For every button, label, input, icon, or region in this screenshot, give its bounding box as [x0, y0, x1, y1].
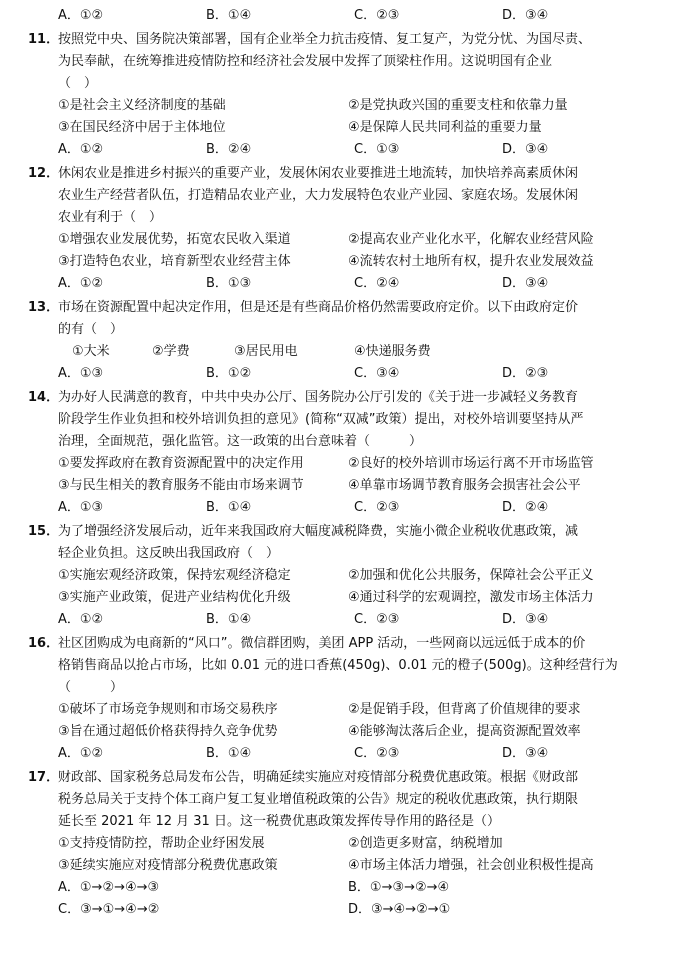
statement-2: ②加强和优化公共服务，保障社会公平正义: [348, 568, 594, 583]
statement-1: ①要发挥政府在教育资源配置中的决定作用: [58, 456, 304, 471]
option-b: B．①③: [206, 276, 252, 291]
question-stem-line: 轻企业负担。这反映出我国政府（ ）: [58, 546, 280, 561]
answer-options: [58, 273, 658, 295]
statement-4: ④流转农村土地所有权，提升农业发展效益: [348, 254, 594, 269]
option-b: B．②④: [206, 142, 252, 157]
statement-row: [58, 855, 658, 877]
statement-3: ③居民用电: [234, 344, 298, 359]
option-c: C．③→①→④→②: [58, 902, 160, 917]
statement-4: ④快递服务费: [354, 344, 431, 359]
statement-row: [58, 699, 658, 721]
answer-options: [58, 609, 658, 631]
option-c: C．②③: [354, 746, 400, 761]
option-a: A．①②: [58, 746, 104, 761]
answer-options: [58, 877, 658, 899]
option-a: A．①③: [58, 366, 104, 381]
question-stem-line: 社区团购成为电商新的“风口”。微信群团购，美团 APP 活动，一些网商以远远低于成本的价: [58, 636, 586, 651]
statement-1: ①支持疫情防控，帮助企业纾困发展: [58, 836, 265, 851]
question-stem-line: 阶段学生作业负担和校外培训负担的意见》(简称“双减”政策）提出，对校外培训要坚持从严: [58, 412, 584, 427]
option-b: B．①④: [206, 746, 252, 761]
question-number: 12．: [28, 166, 60, 181]
question-number: 14．: [28, 390, 60, 405]
option-a: A．①→②→④→③: [58, 880, 160, 895]
question-stem-line: 按照党中央、国务院决策部署，国有企业举全力抗击疫情、复工复产，为党分忧、为国尽责、: [58, 32, 592, 47]
question-stem-line: 为了增强经济发展后动，近年来我国政府大幅度减税降费，实施小微企业税收优惠政策，减: [58, 524, 579, 539]
option-b: B．①→③→②→④: [348, 880, 450, 895]
question-number: 16．: [28, 636, 60, 651]
option-d: D．③④: [502, 142, 549, 157]
option-a: A．①②: [58, 8, 104, 23]
question-stem-line: 市场在资源配置中起决定作用，但是还是有些商品价格仍然需要政府定价。以下由政府定价: [58, 300, 579, 315]
option-d: D．③④: [502, 8, 549, 23]
question-stem-line: 农业生产经营者队伍，打造精品农业产业，大力发展特色农业产业园、家庭农场。发展休闲: [58, 188, 579, 203]
question-16: [28, 633, 658, 765]
option-c: C．③④: [354, 366, 400, 381]
question-stem-line: （ ）: [58, 76, 98, 91]
statement-row: [58, 251, 658, 273]
prev-question-options: [58, 5, 658, 27]
statement-4: ④单靠市场调节教育服务会损害社会公平: [348, 478, 581, 493]
statement-4: ④能够淘汰落后企业，提高资源配置效率: [348, 724, 581, 739]
question-stem-line: （ ）: [58, 680, 124, 695]
option-a: A．①②: [58, 142, 104, 157]
statement-1: ①破坏了市场竞争规则和市场交易秩序: [58, 702, 278, 717]
question-number: 15．: [28, 524, 60, 539]
question-12: [28, 163, 658, 295]
statement-row: [58, 587, 658, 609]
statement-3: ③在国民经济中居于主体地位: [58, 120, 226, 135]
option-c: C．①③: [354, 142, 400, 157]
option-d: D．②③: [502, 366, 549, 381]
statement-3: ③与民生相关的教育服务不能由市场来调节: [58, 478, 304, 493]
question-11: [28, 29, 658, 161]
statement-row: [58, 229, 658, 251]
statement-row: [58, 117, 658, 139]
question-number: 11．: [28, 32, 60, 47]
statement-3: ③实施产业政策，促进产业结构优化升级: [58, 590, 291, 605]
statement-2: ②良好的校外培训市场运行离不开市场监管: [348, 456, 594, 471]
option-d: D．③④: [502, 276, 549, 291]
answer-options: [58, 497, 658, 519]
statement-2: ②提高农业产业化水平，化解农业经营风险: [348, 232, 594, 247]
question-stem-line: 延长至 2021 年 12 月 31 日。这一税费优惠政策发挥传导作用的路径是（）: [58, 814, 500, 829]
option-c: C．②④: [354, 276, 400, 291]
option-d: D．②④: [502, 500, 549, 515]
question-13: [28, 297, 658, 385]
statement-row: [58, 95, 658, 117]
statement-1: ①是社会主义经济制度的基础: [58, 98, 226, 113]
option-c: C．②③: [354, 612, 400, 627]
statement-row: [58, 475, 658, 497]
question-14: [28, 387, 658, 519]
option-b: B．①②: [206, 366, 252, 381]
option-b: B．①④: [206, 612, 252, 627]
statement-row: [58, 721, 658, 743]
statement-3: ③延续实施应对疫情部分税费优惠政策: [58, 858, 278, 873]
question-stem-line: 税务总局关于支持个体工商户复工复业增值税政策的公告》规定的税收优惠政策，执行期限: [58, 792, 579, 807]
answer-options: [58, 363, 658, 385]
option-a: A．①②: [58, 276, 104, 291]
option-d: D．③→④→②→①: [348, 902, 451, 917]
statement-row: [58, 833, 658, 855]
statement-4: ④是保障人民共同利益的重要力量: [348, 120, 542, 135]
statement-4: ④市场主体活力增强，社会创业积极性提高: [348, 858, 594, 873]
statement-2: ②学费: [152, 344, 190, 359]
statement-row: [58, 453, 658, 475]
question-stem-line: 休闲农业是推进乡村振兴的重要产业，发展休闲农业要推进土地流转，加快培养高素质休闲: [58, 166, 579, 181]
statement-1: ①大米: [72, 344, 110, 359]
statement-row: [58, 565, 658, 587]
option-c: C．②③: [354, 500, 400, 515]
statement-3: ③打造特色农业，培育新型农业经营主体: [58, 254, 291, 269]
statement-2: ②是促销手段，但背离了价值规律的要求: [348, 702, 581, 717]
statement-2: ②是党执政兴国的重要支柱和依靠力量: [348, 98, 568, 113]
option-d: D．③④: [502, 612, 549, 627]
question-stem-line: 农业有利于（ ）: [58, 210, 163, 225]
question-stem-line: 的有（ ）: [58, 322, 124, 337]
option-a: A．①②: [58, 612, 104, 627]
question-number: 13．: [28, 300, 60, 315]
question-number: 17．: [28, 770, 60, 785]
question-stem-line: 格销售商品以抢占市场，比如 0.01 元的进口香蕉(450g)、0.01 元的橙子(500g)。这种经营行为: [58, 658, 618, 673]
statement-4: ④通过科学的宏观调控，激发市场主体活力: [348, 590, 594, 605]
answer-options: [58, 139, 658, 161]
question-15: [28, 521, 658, 631]
question-stem-line: 财政部、国家税务总局发布公告，明确延续实施应对疫情部分税费优惠政策。根据《财政部: [58, 770, 579, 785]
option-c: C．②③: [354, 8, 400, 23]
question-stem-line: 为办好人民满意的教育，中共中央办公厅、国务院办公厅引发的《关于进一步减轻义务教育: [58, 390, 579, 405]
option-d: D．③④: [502, 746, 549, 761]
answer-options: [58, 899, 658, 921]
statement-1: ①实施宏观经济政策，保持宏观经济稳定: [58, 568, 291, 583]
option-b: B．①④: [206, 8, 252, 23]
question-stem-line: 治理，全面规范，强化监管。这一政策的出台意味着（ ）: [58, 434, 423, 449]
statement-1: ①增强农业发展优势，拓宽农民收入渠道: [58, 232, 291, 247]
option-b: B．①④: [206, 500, 252, 515]
option-a: A．①③: [58, 500, 104, 515]
question-17: [28, 767, 658, 921]
statement-2: ②创造更多财富，纳税增加: [348, 836, 503, 851]
answer-options: [58, 743, 658, 765]
statement-row: [58, 341, 658, 363]
question-stem-line: 为民奉献，在统筹推进疫情防控和经济社会发展中发挥了顶梁柱作用。这说明国有企业: [58, 54, 553, 69]
statement-3: ③旨在通过超低价格获得持久竞争优势: [58, 724, 278, 739]
